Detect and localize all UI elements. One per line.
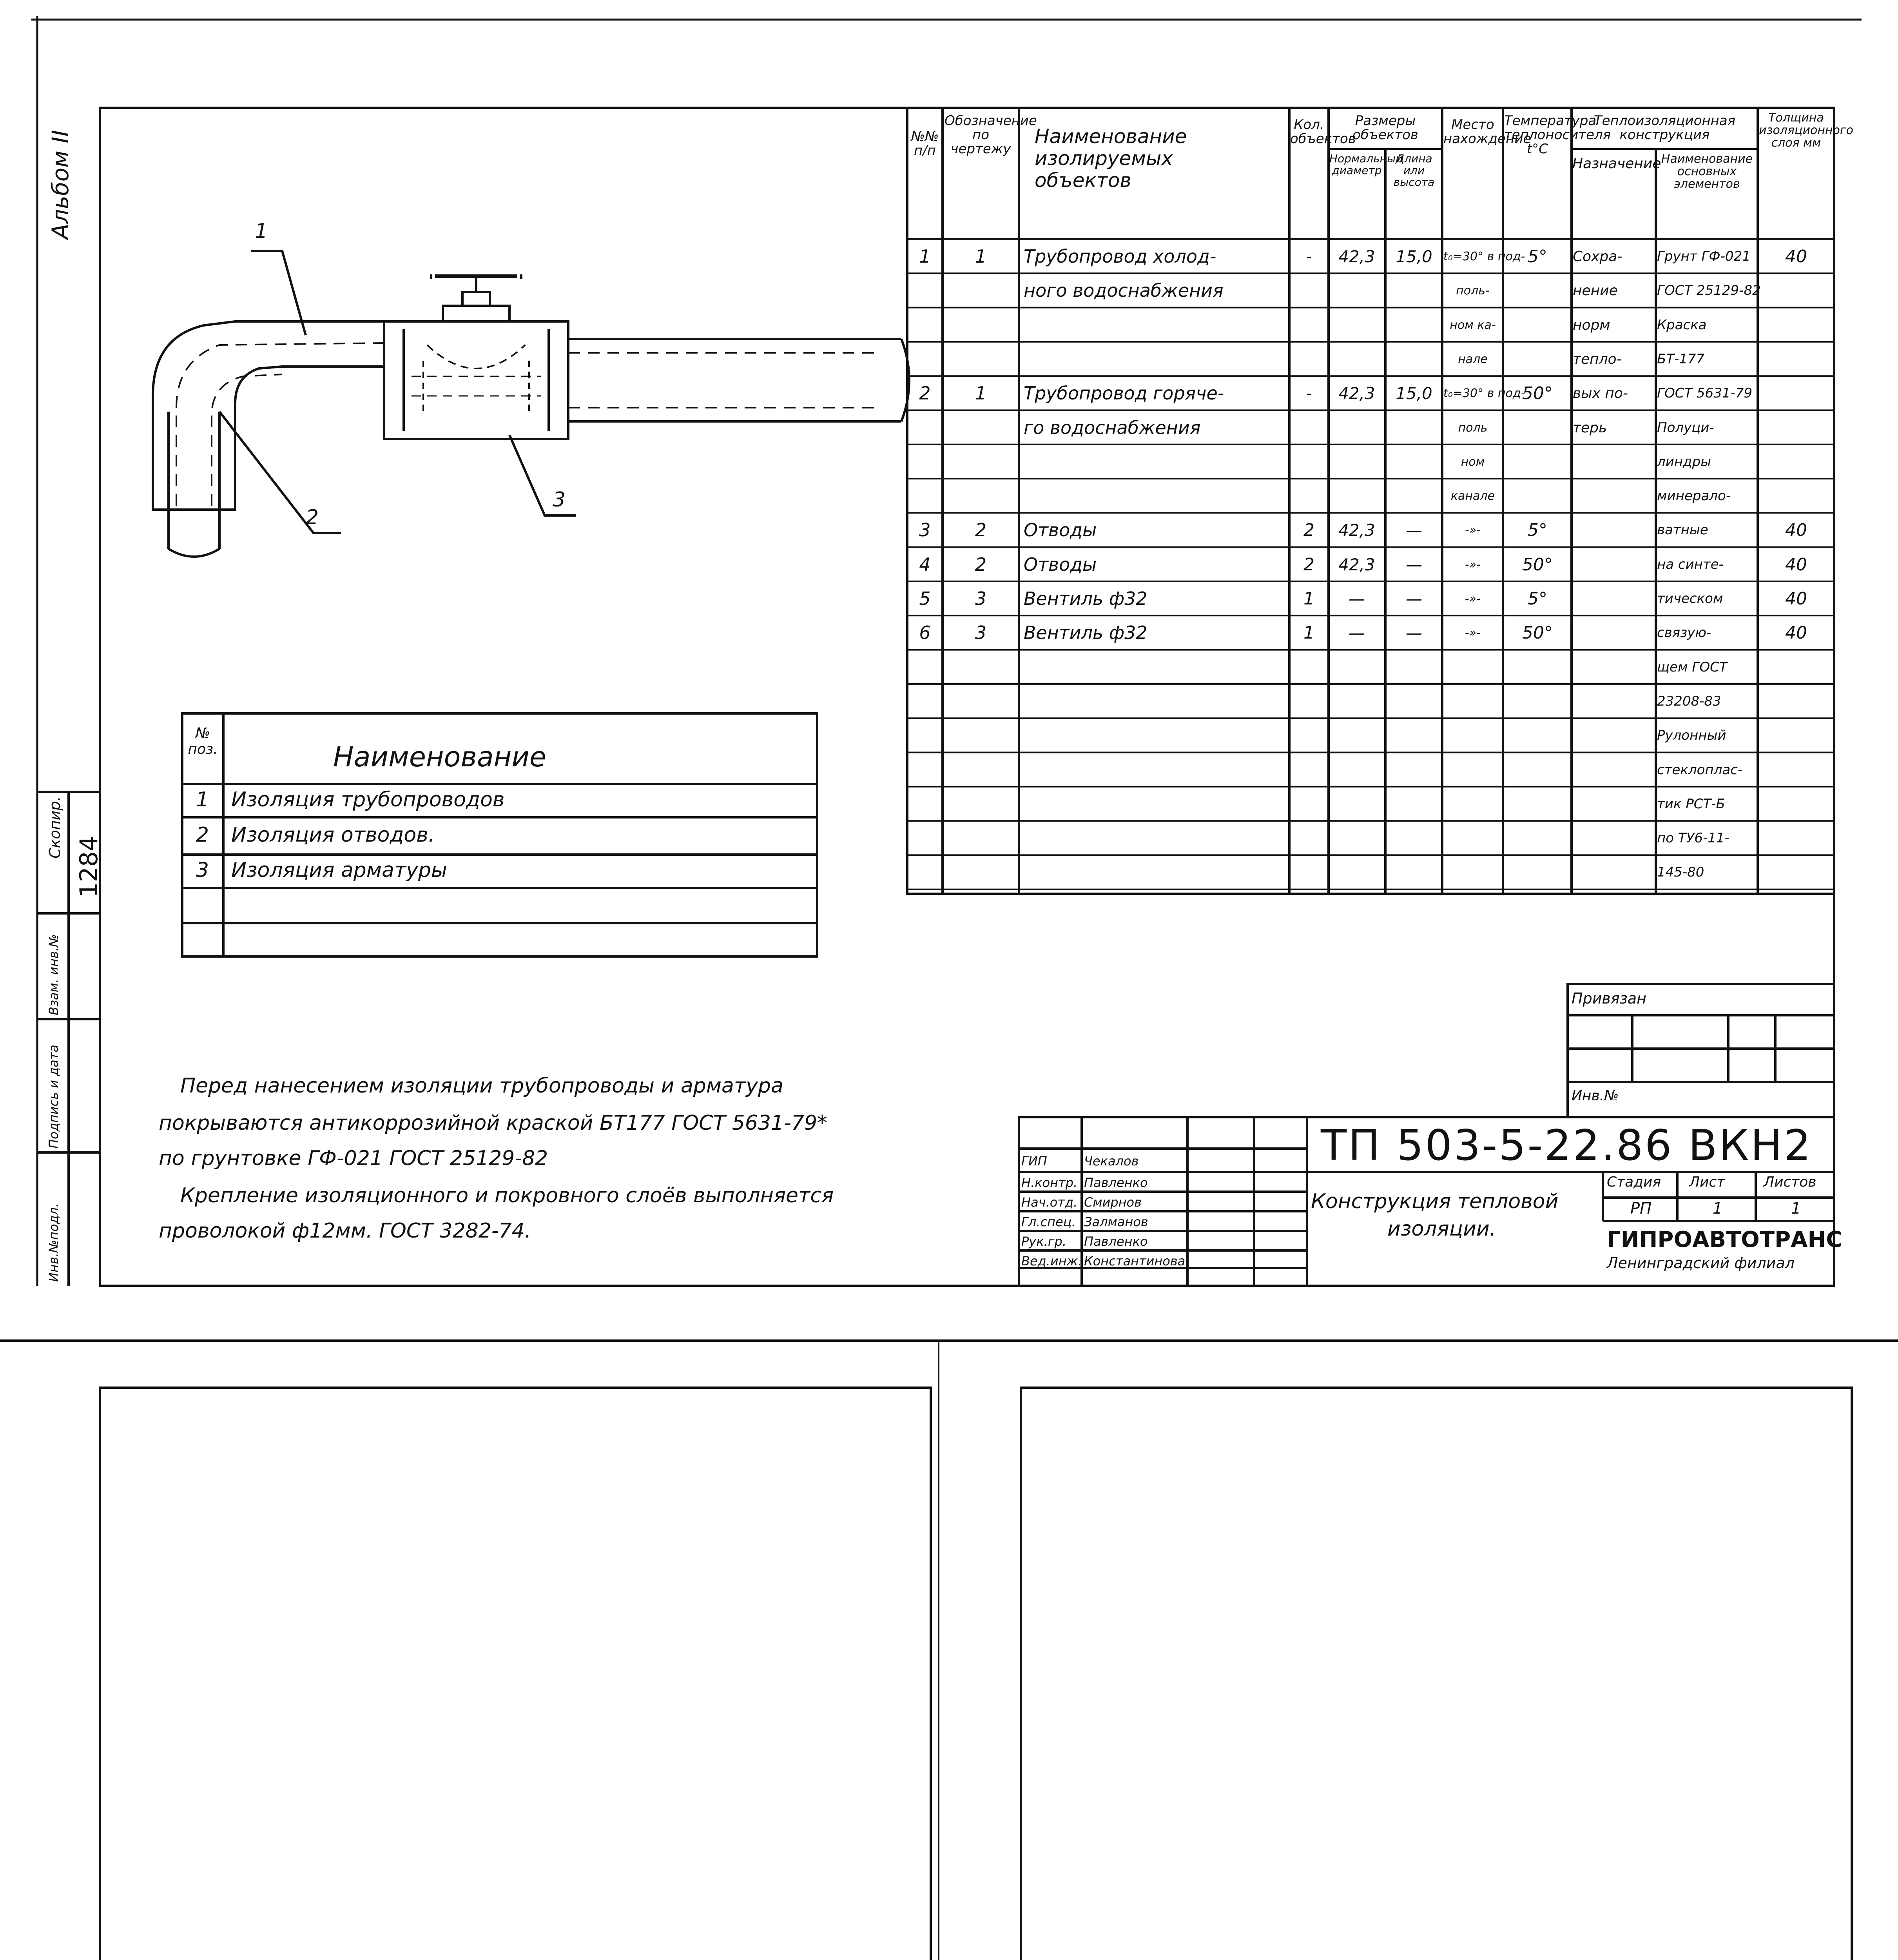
spec-cell: тическом xyxy=(1657,591,1723,606)
spec-cell xyxy=(1504,823,1571,853)
spec-cell xyxy=(1290,686,1328,717)
spec-cell xyxy=(1329,652,1384,682)
legend-row-1-num: 1 xyxy=(196,788,209,811)
spec-cell xyxy=(1504,720,1571,751)
spec-cell xyxy=(1290,823,1328,853)
spec-cell: Краска xyxy=(1657,317,1707,333)
spec-cell xyxy=(1290,310,1328,340)
spec-cell xyxy=(944,276,1017,306)
spec-cell: поль xyxy=(1458,421,1488,435)
spec-cell xyxy=(1759,344,1833,374)
signature-role: Рук.гр. xyxy=(1021,1234,1067,1249)
sign-date-label: Подпись и дата xyxy=(46,1044,61,1149)
spec-cell: 5° xyxy=(1528,520,1547,541)
spec-cell xyxy=(1024,310,1288,340)
callout-2: 2 xyxy=(306,506,319,529)
spec-cell xyxy=(1290,755,1328,785)
spec-cell xyxy=(1504,789,1571,819)
spec-cell xyxy=(1573,789,1655,819)
spec-cell xyxy=(1024,652,1288,682)
spec-header-sizes: Размеры объектов xyxy=(1352,113,1418,143)
callout-1: 1 xyxy=(255,220,268,243)
spec-cell xyxy=(1024,857,1288,887)
spec-cell xyxy=(1024,823,1288,853)
spec-cell: — xyxy=(1406,555,1422,574)
spec-cell: на синте- xyxy=(1657,556,1724,572)
spec-cell xyxy=(1443,720,1502,751)
spec-cell xyxy=(1329,823,1384,853)
spec-cell xyxy=(1290,720,1328,751)
spec-cell xyxy=(909,755,941,785)
spec-cell xyxy=(1759,789,1833,819)
spec-cell xyxy=(1759,413,1833,443)
spec-cell xyxy=(1024,686,1288,717)
spec-header-insulation: Теплоизоляционная конструкция xyxy=(1593,113,1736,143)
spec-cell: щем ГОСТ xyxy=(1657,659,1728,675)
copied-label: Скопир. xyxy=(46,796,63,858)
spec-cell: 2 xyxy=(975,519,987,541)
copied-value: 1284 xyxy=(74,836,103,898)
pipe-insulation-drawing xyxy=(153,251,909,557)
spec-cell xyxy=(1759,481,1833,511)
spec-cell: 3 xyxy=(975,588,987,609)
drawing-title-2: изоляции. xyxy=(1387,1217,1496,1241)
spec-cell xyxy=(1290,481,1328,511)
spec-cell: 1 xyxy=(975,383,987,404)
spec-cell xyxy=(1759,720,1833,751)
spec-cell: ном xyxy=(1461,455,1485,469)
signature-name: Павленко xyxy=(1084,1234,1148,1249)
spec-cell xyxy=(1504,276,1571,306)
spec-cell xyxy=(1443,823,1502,853)
note-line-5: проволокой ф12мм. ГОСТ 3282-74. xyxy=(159,1219,531,1243)
spec-cell: 42,3 xyxy=(1338,521,1375,540)
spec-cell xyxy=(1573,447,1655,477)
spec-cell xyxy=(1024,789,1288,819)
spec-header-temperature: Температура теплоносителя t°C xyxy=(1504,113,1611,157)
spec-cell: 6 xyxy=(919,622,931,644)
stage-label: Стадия xyxy=(1607,1174,1661,1190)
spec-cell xyxy=(1329,310,1384,340)
spec-cell xyxy=(1387,686,1441,717)
spec-cell xyxy=(1387,310,1441,340)
spec-cell xyxy=(1573,823,1655,853)
spec-cell xyxy=(1290,276,1328,306)
spec-cell xyxy=(1329,413,1384,443)
spec-cell xyxy=(1504,857,1571,887)
spec-cell xyxy=(1504,755,1571,785)
spec-header-qty: Кол. объектов xyxy=(1290,117,1356,147)
spec-cell xyxy=(1024,481,1288,511)
note-line-1: Перед нанесением изоляции трубопроводы и арматура xyxy=(180,1074,783,1098)
spec-cell xyxy=(909,857,941,887)
spec-cell xyxy=(944,413,1017,443)
spec-cell xyxy=(944,344,1017,374)
spec-cell: 2 xyxy=(1303,520,1314,541)
signature-role: Вед.инж. xyxy=(1021,1254,1082,1269)
spec-cell xyxy=(909,823,941,853)
spec-cell xyxy=(1443,789,1502,819)
spec-cell: 2 xyxy=(919,383,931,404)
spec-cell: 40 xyxy=(1785,247,1807,267)
spec-cell xyxy=(1387,344,1441,374)
spec-header-purpose: Назначение xyxy=(1572,156,1661,172)
spec-cell xyxy=(1024,755,1288,785)
spec-cell: 50° xyxy=(1522,554,1553,575)
spec-cell xyxy=(1443,686,1502,717)
organization-branch: Ленинградский филиал xyxy=(1607,1254,1795,1272)
spec-cell xyxy=(1290,652,1328,682)
spec-cell: вых по- xyxy=(1573,385,1628,402)
spec-cell: 4 xyxy=(919,554,931,575)
spec-cell: связую- xyxy=(1657,625,1711,641)
spec-cell: — xyxy=(1406,623,1422,643)
spec-cell: 2 xyxy=(1303,554,1314,575)
sheet-value: 1 xyxy=(1713,1200,1723,1218)
spec-cell xyxy=(1504,310,1571,340)
spec-cell: 1 xyxy=(975,246,987,267)
spec-cell: Сохра- xyxy=(1573,249,1622,265)
spec-cell xyxy=(1329,857,1384,887)
note-line-2: покрываются антикоррозийной краской БТ177 ГОСТ 5631-79* xyxy=(159,1111,828,1135)
spec-cell: 1 xyxy=(1303,623,1314,643)
album-label: Альбом II xyxy=(47,130,74,239)
spec-cell: 5° xyxy=(1528,589,1547,609)
spec-cell xyxy=(1387,823,1441,853)
spec-cell: ватные xyxy=(1657,522,1708,538)
spec-cell: Грунт ГФ-021 xyxy=(1657,249,1751,264)
spec-cell: Отводы xyxy=(1024,519,1097,541)
spec-cell xyxy=(944,755,1017,785)
note-line-3: по грунтовке ГФ-021 ГОСТ 25129-82 xyxy=(159,1147,548,1170)
spec-cell: -»- xyxy=(1465,523,1481,537)
spec-header-name: Наименование изолируемых объектов xyxy=(1035,125,1187,192)
spec-cell xyxy=(1504,481,1571,511)
spec-cell: Вентиль ф32 xyxy=(1024,622,1148,644)
spec-cell xyxy=(1504,344,1571,374)
spec-header-diameter: Нормальный диаметр xyxy=(1329,152,1403,177)
callout-3: 3 xyxy=(553,488,566,512)
spec-cell: 145-80 xyxy=(1657,864,1704,880)
spec-cell xyxy=(1290,857,1328,887)
spec-cell: — xyxy=(1349,623,1365,643)
signature-role: Нач.отд. xyxy=(1021,1195,1078,1210)
spec-cell: стеклоплас- xyxy=(1657,762,1743,778)
spec-cell xyxy=(1387,755,1441,785)
signature-name: Залманов xyxy=(1084,1214,1148,1229)
spec-cell xyxy=(1387,652,1441,682)
spec-cell xyxy=(909,789,941,819)
spec-cell xyxy=(1329,344,1384,374)
drawing-title-1: Конструкция тепловой xyxy=(1311,1190,1559,1213)
legend-row-3-name: Изоляция арматуры xyxy=(231,858,447,882)
inv-no-label: Инв.№ xyxy=(1572,1088,1619,1104)
spec-cell xyxy=(1504,686,1571,717)
spec-cell xyxy=(909,310,941,340)
spec-cell: -»- xyxy=(1465,626,1481,640)
spec-cell xyxy=(1443,652,1502,682)
spec-cell: 50° xyxy=(1522,623,1553,643)
spec-cell: 40 xyxy=(1785,589,1807,609)
signature-name: Константинова xyxy=(1084,1254,1186,1269)
spec-cell xyxy=(944,652,1017,682)
spec-cell: -»- xyxy=(1465,557,1481,572)
spec-cell xyxy=(944,789,1017,819)
spec-cell: 40 xyxy=(1785,623,1807,643)
signature-name: Смирнов xyxy=(1084,1195,1142,1210)
spec-cell xyxy=(909,720,941,751)
spec-cell xyxy=(1387,720,1441,751)
spec-cell: — xyxy=(1349,589,1365,608)
spec-cell: терь xyxy=(1573,419,1607,436)
spec-cell xyxy=(1329,481,1384,511)
spec-cell xyxy=(1387,447,1441,477)
spec-cell xyxy=(909,686,941,717)
spec-cell: по ТУ6-11- xyxy=(1657,830,1729,846)
spec-cell: 3 xyxy=(919,519,931,541)
stage-value: РП xyxy=(1630,1200,1652,1218)
spec-cell: - xyxy=(1306,247,1312,267)
spec-cell xyxy=(1329,789,1384,819)
spec-cell xyxy=(1759,447,1833,477)
spec-cell xyxy=(1024,447,1288,477)
sheet-label: Лист xyxy=(1689,1174,1725,1190)
spec-cell xyxy=(1573,550,1655,580)
signature-role: Гл.спец. xyxy=(1021,1214,1076,1229)
spec-cell: — xyxy=(1406,589,1422,608)
spec-cell xyxy=(1759,378,1833,408)
spec-cell: Рулонный xyxy=(1657,728,1726,744)
spec-cell: Отводы xyxy=(1024,554,1097,575)
spec-cell xyxy=(909,481,941,511)
spec-cell: — xyxy=(1406,521,1422,540)
spec-cell xyxy=(1573,652,1655,682)
spec-cell: ГОСТ 25129-82 xyxy=(1657,283,1761,299)
spec-cell: БТ-177 xyxy=(1657,351,1705,367)
signature-role: ГИП xyxy=(1021,1154,1047,1169)
spec-cell: 15,0 xyxy=(1396,247,1432,266)
spec-cell: 40 xyxy=(1785,554,1807,575)
spec-cell xyxy=(1759,276,1833,306)
spec-cell: 3 xyxy=(975,622,987,644)
spec-cell xyxy=(944,686,1017,717)
spec-cell xyxy=(1504,413,1571,443)
spec-cell xyxy=(1759,652,1833,682)
spec-header-thickness: Толщина изоляционного слоя мм xyxy=(1759,111,1853,150)
signature-role: Н.контр. xyxy=(1021,1175,1078,1190)
spec-cell xyxy=(944,481,1017,511)
spec-cell xyxy=(1759,686,1833,717)
spec-cell xyxy=(1504,447,1571,477)
spec-cell xyxy=(1573,481,1655,511)
spec-cell xyxy=(1759,857,1833,887)
legend-row-2-name: Изоляция отводов. xyxy=(231,823,435,847)
spec-cell: 42,3 xyxy=(1338,555,1375,574)
spec-cell: 2 xyxy=(975,554,987,575)
spec-cell: 1 xyxy=(919,246,931,267)
spec-header-designation: Обозначение по чертежу xyxy=(944,113,1037,157)
spec-cell: линдры xyxy=(1657,454,1711,470)
vzam-inv-label: Взам. инв.№ xyxy=(46,934,61,1015)
spec-cell xyxy=(1443,857,1502,887)
spec-cell xyxy=(1329,755,1384,785)
spec-cell: t₀=30° в под- xyxy=(1443,250,1525,263)
spec-cell xyxy=(1573,720,1655,751)
spec-cell: норм xyxy=(1573,317,1610,333)
signature-name: Чекалов xyxy=(1084,1154,1139,1169)
spec-cell xyxy=(909,276,941,306)
spec-cell: 42,3 xyxy=(1338,247,1375,266)
spec-cell: 42,3 xyxy=(1338,384,1375,403)
spec-cell: ном ка- xyxy=(1450,318,1496,332)
spec-cell xyxy=(1759,755,1833,785)
spec-cell xyxy=(944,447,1017,477)
spec-header-length: Длина или высота xyxy=(1393,152,1435,189)
spec-cell: - xyxy=(1306,383,1312,404)
spec-cell xyxy=(1290,413,1328,443)
spec-cell: тепло- xyxy=(1573,351,1622,367)
spec-cell xyxy=(1443,755,1502,785)
spec-cell xyxy=(1759,823,1833,853)
spec-cell xyxy=(1290,447,1328,477)
spec-cell xyxy=(1573,618,1655,648)
legend-row-2-num: 2 xyxy=(196,823,209,847)
spec-cell: 50° xyxy=(1522,383,1553,404)
legend-row-3-num: 3 xyxy=(196,858,209,882)
spec-cell: Трубопровод горяче- xyxy=(1024,383,1224,404)
spec-cell xyxy=(944,857,1017,887)
document-code: ТП 503-5-22.86 ВКН2 xyxy=(1321,1121,1813,1170)
spec-header-materials: Наименование основных элементов xyxy=(1661,152,1753,191)
spec-cell xyxy=(1329,447,1384,477)
spec-cell: го водоснабжения xyxy=(1024,417,1201,438)
spec-cell xyxy=(1759,310,1833,340)
spec-cell xyxy=(1387,481,1441,511)
spec-cell xyxy=(1387,857,1441,887)
spec-cell xyxy=(1573,755,1655,785)
sheets-label: Листов xyxy=(1764,1174,1816,1190)
spec-cell: -»- xyxy=(1465,592,1481,606)
spec-cell xyxy=(944,823,1017,853)
spec-cell: минерало- xyxy=(1657,488,1731,504)
spec-cell: 40 xyxy=(1785,520,1807,541)
spec-cell: t₀=30° в под- xyxy=(1443,387,1525,401)
sheets-value: 1 xyxy=(1791,1200,1801,1218)
spec-cell xyxy=(1387,789,1441,819)
spec-cell xyxy=(1387,413,1441,443)
spec-cell: поль- xyxy=(1456,284,1490,298)
spec-cell: 1 xyxy=(1303,589,1314,609)
spec-cell: 5° xyxy=(1528,247,1547,267)
spec-cell xyxy=(1290,344,1328,374)
spec-cell: ного водоснабжения xyxy=(1024,280,1224,301)
note-line-4: Крепление изоляционного и покровного слоёв выполняется xyxy=(180,1184,834,1207)
spec-cell: 23208-83 xyxy=(1657,693,1721,709)
inv-podl-label: Инв.№подл. xyxy=(46,1203,61,1282)
spec-cell xyxy=(1024,344,1288,374)
spec-cell xyxy=(1024,720,1288,751)
spec-cell xyxy=(1573,857,1655,887)
spec-cell: тик РСТ-Б xyxy=(1657,796,1725,812)
spec-cell xyxy=(944,310,1017,340)
spec-cell xyxy=(1290,789,1328,819)
legend-row-1-name: Изоляция трубопроводов xyxy=(231,788,505,811)
spec-cell xyxy=(909,447,941,477)
spec-cell xyxy=(1387,276,1441,306)
spec-cell: 5 xyxy=(919,588,931,609)
spec-cell xyxy=(944,720,1017,751)
spec-cell xyxy=(909,413,941,443)
spec-cell: ГОСТ 5631-79 xyxy=(1657,385,1753,401)
legend-header-name: Наименование xyxy=(333,741,546,773)
spec-cell xyxy=(1329,686,1384,717)
spec-header-num: №№ п/п xyxy=(911,129,939,158)
spec-cell: Полуци- xyxy=(1657,419,1714,436)
spec-cell xyxy=(1573,515,1655,545)
spec-cell xyxy=(1504,652,1571,682)
spec-cell xyxy=(1329,276,1384,306)
spec-cell xyxy=(909,652,941,682)
signature-name: Павленко xyxy=(1084,1175,1148,1190)
legend-header-num: № поз. xyxy=(188,725,218,757)
spec-cell: Вентиль ф32 xyxy=(1024,588,1148,609)
spec-cell xyxy=(1573,686,1655,717)
spec-cell: нале xyxy=(1458,352,1488,366)
spec-cell: канале xyxy=(1450,489,1495,503)
privyazan-label: Привязан xyxy=(1572,990,1646,1007)
spec-cell: Трубопровод холод- xyxy=(1024,246,1216,267)
spec-cell: нение xyxy=(1573,283,1618,299)
spec-header-location: Место нахождение xyxy=(1443,117,1532,147)
organization-name: ГИПРОАВТОТРАНС xyxy=(1607,1227,1842,1252)
spec-cell: 15,0 xyxy=(1396,384,1432,403)
spec-cell xyxy=(1329,720,1384,751)
spec-cell xyxy=(909,344,941,374)
spec-cell xyxy=(1573,584,1655,614)
